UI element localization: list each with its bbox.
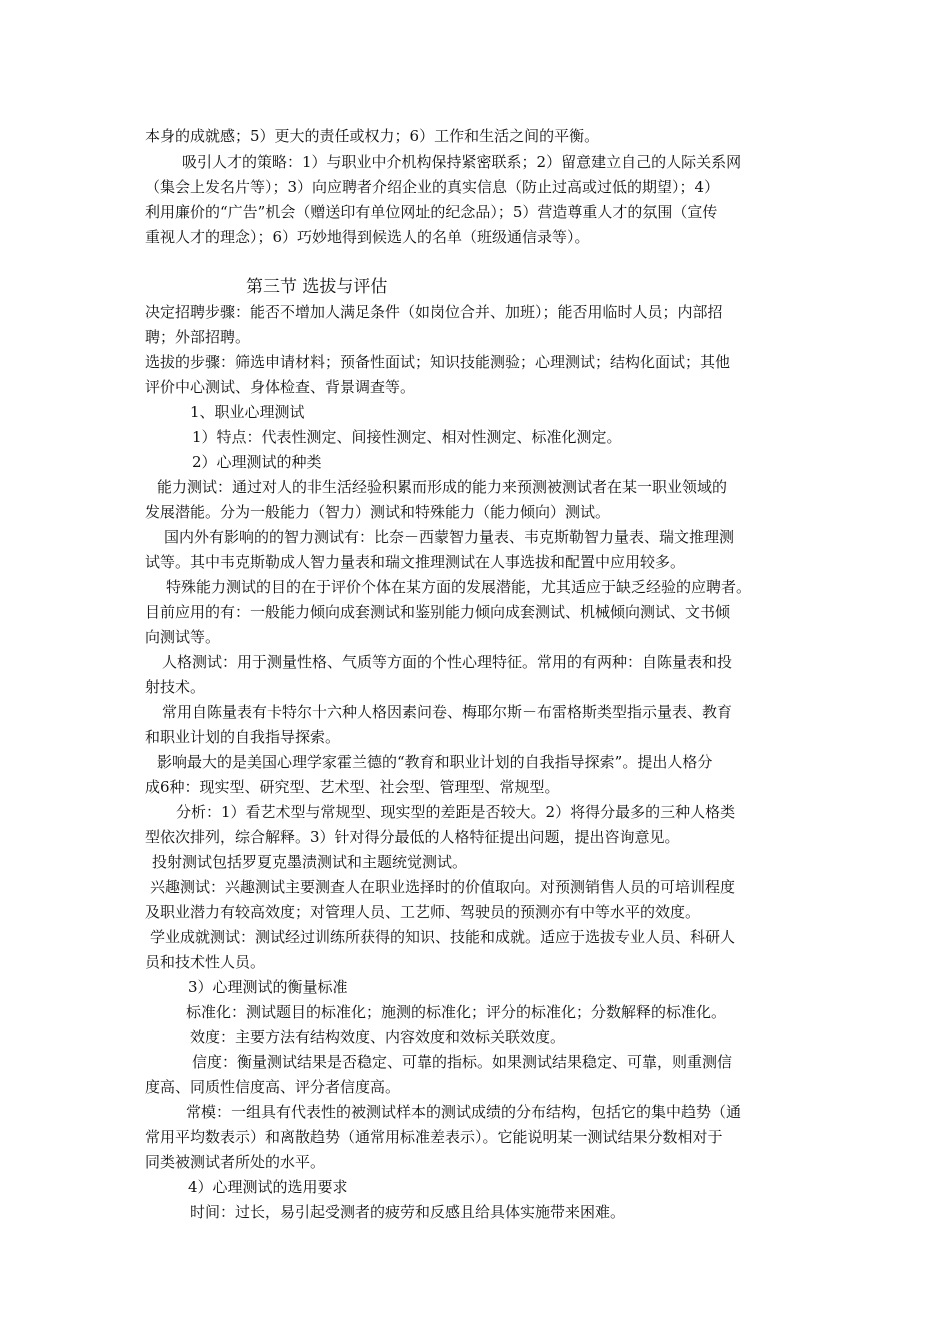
paragraph-line: 重视人才的理念）；6）巧妙地得到候选人的名单（班级通信录等）。 xyxy=(145,228,590,246)
paragraph-line: 兴趣测试：兴趣测试主要测查人在职业选择时的价值取向。对预测销售人员的可培训程度 xyxy=(150,878,736,896)
section-heading: 第三节 选拔与评估 xyxy=(246,277,388,297)
paragraph-line: 及职业潜力有较高效度；对管理人员、工艺师、驾驶员的预测亦有中等水平的效度。 xyxy=(145,903,701,921)
paragraph-line: 效度：主要方法有结构效度、内容效度和效标关联效度。 xyxy=(190,1028,566,1046)
paragraph-line: 度高、同质性信度高、评分者信度高。 xyxy=(145,1078,401,1096)
paragraph-line: 常用自陈量表有卡特尔十六种人格因素问卷、梅耶尔斯－布雷格斯类型指示量表、教育 xyxy=(162,703,733,721)
paragraph-line: 投射测试包括罗夏克墨渍测试和主题统觉测试。 xyxy=(152,853,468,871)
paragraph-line: 人格测试：用于测量性格、气质等方面的个性心理特征。常用的有两种：自陈量表和投 xyxy=(162,653,733,671)
paragraph-line: 射技术。 xyxy=(145,678,206,696)
paragraph-line: 能力测试：通过对人的非生活经验积累而形成的能力来预测被测试者在某一职业领域的 xyxy=(157,478,728,496)
subsection-heading: 2）心理测试的种类 xyxy=(192,453,322,471)
paragraph-line: 成6种：现实型、研究型、艺术型、社会型、管理型、常规型。 xyxy=(145,778,560,796)
paragraph-line: 同类被测试者所处的水平。 xyxy=(145,1153,326,1171)
paragraph-line: 1）特点：代表性测定、间接性测定、相对性测定、标准化测定。 xyxy=(192,428,622,446)
paragraph-line: 常模：一组具有代表性的被测试样本的测试成绩的分布结构，包括它的集中趋势（通 xyxy=(186,1103,742,1121)
paragraph-line: 选拔的步骤：筛选申请材料；预备性面试；知识技能测验；心理测试；结构化面试；其他 xyxy=(145,353,731,371)
paragraph-line: 试等。其中韦克斯勒成人智力量表和瑞文推理测试在人事选拔和配置中应用较多。 xyxy=(145,553,686,571)
paragraph-line: 利用廉价的“广告”机会（赠送印有单位网址的纪念品）；5）营造尊重人才的氛围（宣传 xyxy=(145,203,718,221)
paragraph-line: 员和技术性人员。 xyxy=(145,953,266,971)
paragraph-line: 决定招聘步骤：能否不增加人满足条件（如岗位合并、加班）；能否用临时人员；内部招 xyxy=(145,303,723,321)
paragraph-line: 特殊能力测试的目的在于评价个体在某方面的发展潜能，尤其适应于缺乏经验的应聘者。 xyxy=(166,578,752,596)
paragraph-line: 目前应用的有：一般能力倾向成套测试和鉴别能力倾向成套测试、机械倾向测试、文书倾 xyxy=(145,603,731,621)
paragraph-line: 学业成就测试：测试经过训练所获得的知识、技能和成就。适应于选拔专业人员、科研人 xyxy=(150,928,736,946)
paragraph-line: 向测试等。 xyxy=(145,628,221,646)
paragraph-line: 聘；外部招聘。 xyxy=(145,328,251,346)
paragraph-line: 信度：衡量测试结果是否稳定、可靠的指标。如果测试结果稳定、可靠，则重测信 xyxy=(192,1053,733,1071)
subsection-heading: 4）心理测试的选用要求 xyxy=(188,1178,348,1196)
paragraph-line: 国内外有影响的的智力测试有：比奈－西蒙智力量表、韦克斯勒智力量表、瑞文推理测 xyxy=(164,528,735,546)
paragraph-line: 分析：1）看艺术型与常规型、现实型的差距是否较大。2）将得分最多的三种人格类 xyxy=(176,803,736,821)
paragraph-line: 标准化：测试题目的标准化；施测的标准化；评分的标准化；分数解释的标准化。 xyxy=(186,1003,727,1021)
paragraph-line: （集会上发名片等）；3）向应聘者介绍企业的真实信息（防止过高或过低的期望）；4） xyxy=(145,178,720,196)
subsection-heading: 3）心理测试的衡量标准 xyxy=(188,978,348,996)
paragraph-line: 型依次排列，综合解释。3）针对得分最低的人格特征提出问题，提出咨询意见。 xyxy=(145,828,680,846)
paragraph-line: 影响最大的是美国心理学家霍兰德的“教育和职业计划的自我指导探索”。提出人格分 xyxy=(157,753,713,771)
paragraph-line: 发展潜能。分为一般能力（智力）测试和特殊能力（能力倾向）测试。 xyxy=(145,503,611,521)
subsection-heading: 1、职业心理测试 xyxy=(190,403,305,421)
paragraph-line: 本身的成就感；5）更大的责任或权力；6）工作和生活之间的平衡。 xyxy=(145,127,600,145)
paragraph-line: 常用平均数表示）和离散趋势（通常用标准差表示）。它能说明某一测试结果分数相对于 xyxy=(145,1128,723,1146)
paragraph-line: 时间：过长，易引起受测者的疲劳和反感且给具体实施带来困难。 xyxy=(190,1203,626,1221)
paragraph-line: 评价中心测试、身体检查、背景调查等。 xyxy=(145,378,416,396)
paragraph-line: 和职业计划的自我指导探索。 xyxy=(145,728,341,746)
paragraph-line: 吸引人才的策略：1）与职业中介机构保持紧密联系；2）留意建立自己的人际关系网 xyxy=(182,153,742,171)
